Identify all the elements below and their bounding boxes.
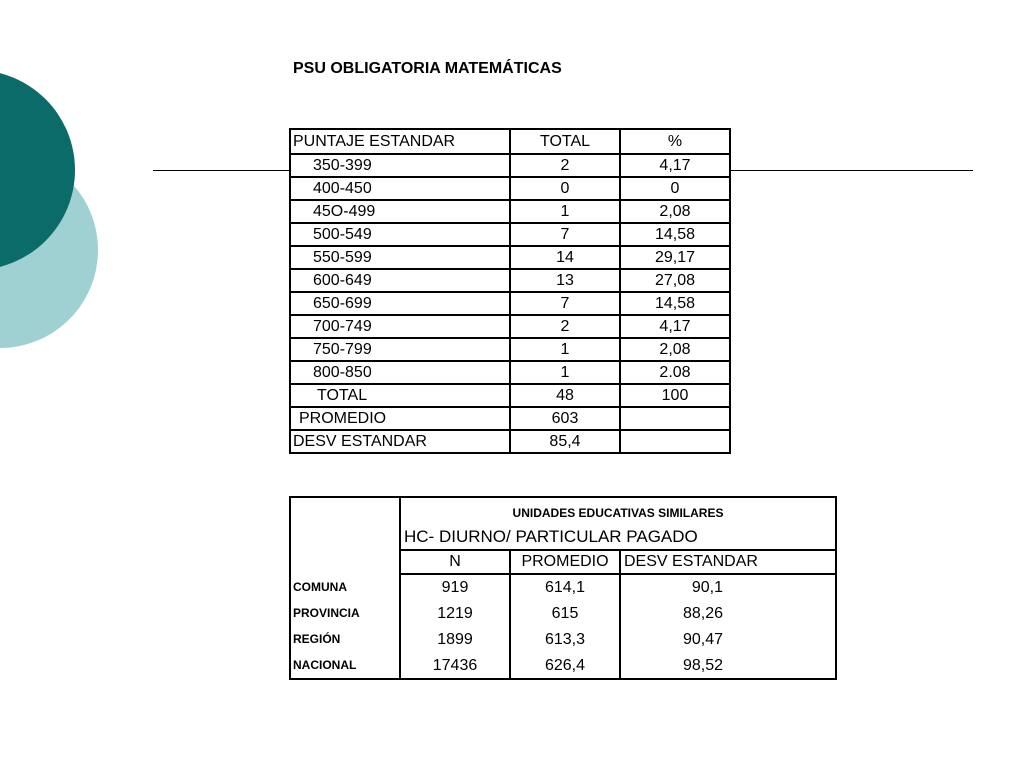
pct-cell: 2,08 [620,200,730,223]
similar-schools-table [289,496,837,680]
promedio-value: 603 [510,407,620,430]
table-row [290,315,730,338]
total-cell: 2 [510,154,620,177]
promedio-cell: 614,1 [510,574,620,600]
page-title: PSU OBLIGATORIA MATEMÁTICAS [293,60,562,77]
table-row [290,177,730,200]
promedio-cell: 615 [510,600,620,626]
promedio-label: PROMEDIO [290,407,510,430]
table-row [290,246,730,269]
pct-cell: 0 [620,177,730,200]
range-cell: 650-699 [290,292,510,315]
range-cell: 700-749 [290,315,510,338]
range-cell: 350-399 [290,154,510,177]
range-cell: 500-549 [290,223,510,246]
total-cell: 1 [510,338,620,361]
header-desv: DESV ESTANDAR [620,550,836,574]
desv-label: DESV ESTANDAR [290,430,510,453]
total-cell: 0 [510,177,620,200]
pct-cell: 2.08 [620,361,730,384]
range-cell: 750-799 [290,338,510,361]
desv-cell: 90,47 [682,630,723,648]
table-row [290,600,836,626]
desv-cell: 98,52 [682,656,723,674]
n-cell: 17436 [400,652,510,679]
promedio-cell: 626,4 [510,652,620,679]
desv-empty [620,430,730,453]
n-cell: 919 [400,574,510,600]
header-total: TOTAL [510,129,620,154]
table-row [290,154,730,177]
desv-cell: 90,1 [691,579,723,596]
promedio-empty [620,407,730,430]
table-row [290,652,836,679]
total-cell: 2 [510,315,620,338]
table-row [290,223,730,246]
score-distribution-table [289,128,731,454]
table-row [290,574,836,600]
pct-cell: 29,17 [620,246,730,269]
header-n: N [400,550,510,574]
pct-cell: 27,08 [620,269,730,292]
subtitle-row [290,497,836,524]
table-header-row [290,129,730,154]
corner-cell [290,497,400,574]
range-cell: 550-599 [290,246,510,269]
total-label: TOTAL [290,384,510,407]
pct-cell: 4,17 [620,315,730,338]
total-cell: 1 [510,200,620,223]
range-cell: 800-850 [290,361,510,384]
table-subtitle: UNIDADES EDUCATIVAS SIMILARES [512,506,724,520]
total-row [290,384,730,407]
row-label-comuna: COMUNA [290,574,400,600]
table-row [290,269,730,292]
n-cell: 1219 [400,600,510,626]
total-cell: 14 [510,246,620,269]
total-cell: 7 [510,223,620,246]
pct-cell: 4,17 [620,154,730,177]
header-promedio: PROMEDIO [510,550,620,574]
total-pct: 100 [620,384,730,407]
total-count: 48 [510,384,620,407]
table-row [290,292,730,315]
table-row [290,361,730,384]
pct-cell: 14,58 [620,292,730,315]
desv-cell: 88,26 [682,604,723,622]
row-label-region: REGIÓN [290,626,400,652]
row-label-nacional: NACIONAL [290,652,400,679]
range-cell: 600-649 [290,269,510,292]
table-row [290,200,730,223]
table-row [290,626,836,652]
group-label: HC- DIURNO/ PARTICULAR PAGADO [400,524,836,550]
range-cell: 45O-499 [290,200,510,223]
n-cell: 1899 [400,626,510,652]
pct-cell: 14,58 [620,223,730,246]
header-puntaje: PUNTAJE ESTANDAR [290,129,510,154]
total-cell: 7 [510,292,620,315]
desv-row [290,430,730,453]
header-pct: % [620,129,730,154]
desv-value: 85,4 [510,430,620,453]
total-cell: 1 [510,361,620,384]
row-label-provincia: PROVINCIA [290,600,400,626]
promedio-cell: 613,3 [510,626,620,652]
table-row [290,338,730,361]
total-cell: 13 [510,269,620,292]
range-cell: 400-450 [290,177,510,200]
pct-cell: 2,08 [620,338,730,361]
decorative-circles [0,0,120,420]
promedio-row [290,407,730,430]
